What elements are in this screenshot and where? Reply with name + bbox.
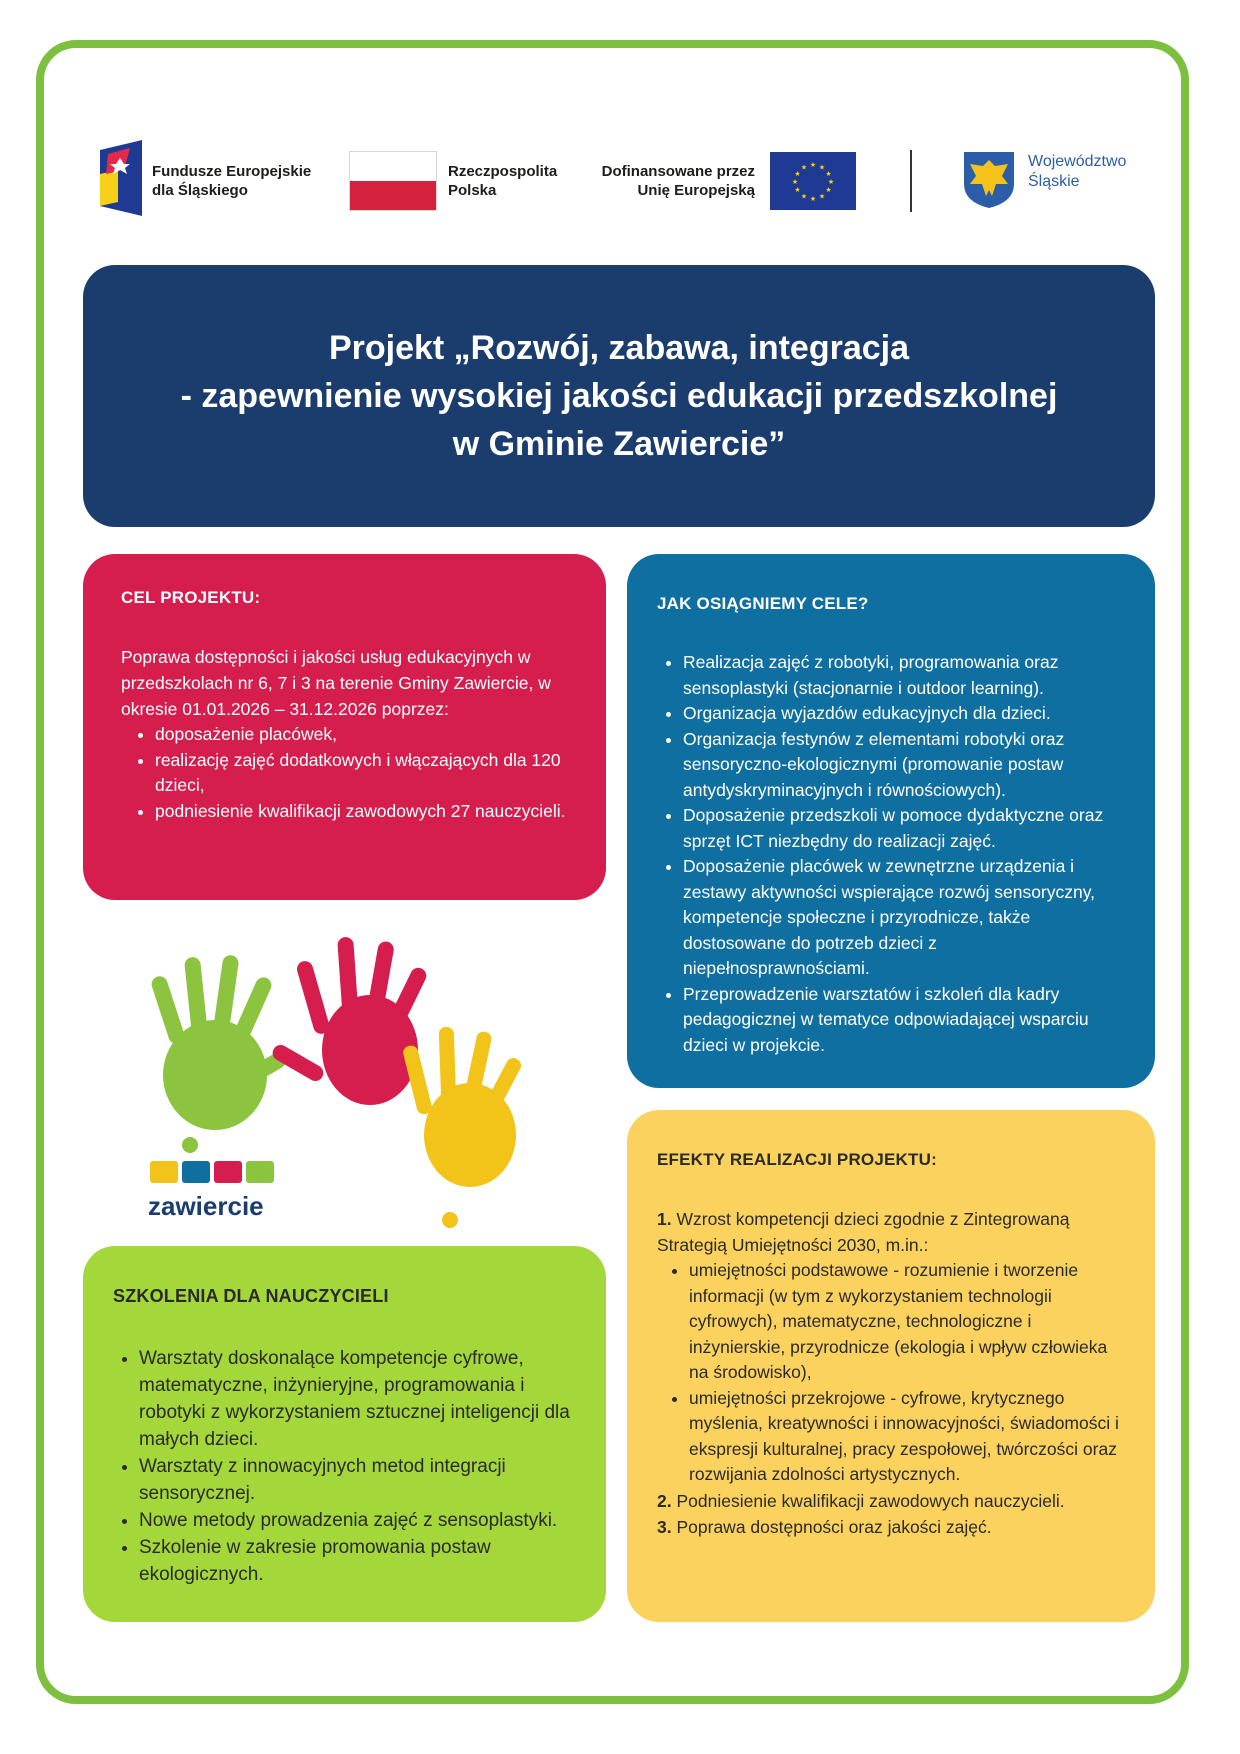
wojewodztwo-slaskie-text: Województwo Śląskie — [1028, 153, 1127, 190]
logo-bar — [100, 138, 1140, 218]
list-item: • umiejętności podstawowe - rozumienie i tworzenie informacji (w tym z wykorzystaniem technologii cyfrowych), matematyczne, technologiczne i inżynierskie, przyrodnicze (ekologia i wpływ człowieka na środowisko), — [689, 1258, 1125, 1386]
jak-heading: JAK OSIĄGNIEMY CELE? — [657, 594, 869, 613]
silesia-eagle-crest-icon — [962, 150, 1016, 210]
fundusze-europejskie-text: Fundusze Europejskie dla Śląskiego — [152, 163, 312, 199]
szkolenia-heading: SZKOLENIA DLA NAUCZYCIELI — [113, 1286, 389, 1306]
svg-text:★: ★ — [818, 163, 826, 172]
svg-text:★: ★ — [809, 161, 817, 169]
svg-text:★: ★ — [794, 170, 801, 178]
efekty-item-3: 3. Poprawa dostępności oraz jakości zajęć. — [657, 1516, 992, 1537]
eu-funding-text: Dofinansowane przez Unię Europejską — [601, 163, 755, 199]
project-title-panel — [83, 265, 1155, 527]
svg-text:★: ★ — [800, 163, 808, 172]
list-item: • Organizacja wyjazdów edukacyjnych dla dzieci. — [683, 701, 1125, 727]
svg-text:★: ★ — [825, 170, 832, 178]
list-item: • umiejętności przekrojowe - cyfrowe, krytycznego myślenia, kreatywności i innowacyjności, świadomości i ekspresji kulturalnej, pracy zespołowej, twórczości oraz rozwijania zdolności artystycznych. — [689, 1386, 1125, 1488]
szkolenia-panel — [83, 1246, 606, 1622]
list-item: • doposażenie placówek, — [155, 722, 570, 748]
svg-text:★: ★ — [791, 178, 799, 186]
list-item: • Doposażenie placówek w zewnętrzne urządzenia i zestawy aktywności wspierające rozwój sensoryczny, kompetencje społeczne i przyrodnicze, także dostosowane do potrzeb dzieci z niepełnosprawnościami. — [683, 854, 1125, 982]
logo-separator — [910, 150, 912, 212]
eu-flag-icon — [770, 152, 856, 210]
project-title: Projekt „Rozwój, zabawa, integracja - zapewnienie wysokiej jakości edukacji przedszkolnej w Gminie Zawiercie” — [180, 329, 1058, 463]
list-item: • Nowe metody prowadzenia zajęć z sensoplastyki. — [139, 1507, 576, 1534]
list-item: • Szkolenie w zakresie promowania postaw ekologicznych. — [139, 1534, 576, 1588]
svg-text:★: ★ — [825, 186, 832, 194]
list-item: • Realizacja zajęć z robotyki, programowania oraz sensoplastyki (stacjonarnie i outdoor learning). — [683, 650, 1125, 701]
svg-text:★: ★ — [809, 195, 817, 203]
zawiercie-hands-logo — [140, 935, 560, 1235]
szkolenia-list — [113, 1345, 576, 1588]
polish-flag-icon — [350, 152, 436, 210]
svg-text:★: ★ — [827, 178, 835, 186]
efekty-item-2: 2. Podniesienie kwalifikacji zawodowych nauczycieli. — [657, 1490, 1065, 1511]
list-item: • Warsztaty doskonalące kompetencje cyfrowe, matematyczne, inżynieryjne, programowania i robotyki z wykorzystaniem sztucznej inteligencji dla małych dzieci. — [139, 1345, 576, 1453]
fundusze-europejskie-logo-icon — [100, 140, 142, 216]
rzeczpospolita-polska-text: Rzeczpospolita Polska — [448, 163, 558, 199]
cel-list — [121, 722, 570, 824]
svg-text:★: ★ — [800, 192, 808, 201]
jak-list — [657, 650, 1125, 1058]
zawiercie-small-logo-icon — [150, 1161, 274, 1183]
cel-projektu-panel — [83, 554, 606, 900]
cel-text: Poprawa dostępności i jakości usług edukacyjnych w przedszkolach nr 6, 7 i 3 na terenie Gminy Zawiercie, w okresie 01.01.2026 – 31.12.2026 poprzez: — [121, 647, 551, 719]
list-item: • podniesienie kwalifikacji zawodowych 27 nauczycieli. — [155, 799, 570, 825]
svg-text:★: ★ — [794, 186, 801, 194]
efekty-panel — [627, 1110, 1155, 1622]
jak-osiagniemy-panel — [627, 554, 1155, 1088]
red-handprint-icon — [270, 937, 429, 1105]
green-handprint-icon — [150, 954, 289, 1153]
list-item: • Warsztaty z innowacyjnych metod integracji sensorycznej. — [139, 1453, 576, 1507]
list-item: • realizację zajęć dodatkowych i włączających dla 120 dzieci, — [155, 748, 570, 799]
cel-heading: CEL PROJEKTU: — [121, 588, 261, 607]
list-item: • Organizacja festynów z elementami robotyki oraz sensoryczno-ekologicznymi (promowanie postaw antydyskryminacyjnych i równościowych). — [683, 727, 1125, 804]
efekty-item-1: 1. Wzrost kompetencji dzieci zgodnie z Zintegrowaną Strategią Umiejętności 2030, m.in.: — [657, 1209, 1070, 1255]
zawiercie-logo-label: zawiercie — [148, 1191, 264, 1221]
svg-text:★: ★ — [818, 192, 826, 201]
efekty-heading: EFEKTY REALIZACJI PROJEKTU: — [657, 1150, 937, 1169]
efekty-sublist — [657, 1258, 1125, 1488]
list-item: • Doposażenie przedszkoli w pomoce dydaktyczne oraz sprzęt ICT niezbędny do realizacji zajęć. — [683, 803, 1125, 854]
list-item: • Przeprowadzenie warsztatów i szkoleń dla kadry pedagogicznej w tematyce odpowiadającej wsparciu dzieci w projekcie. — [683, 982, 1125, 1059]
yellow-handprint-icon — [402, 1027, 524, 1228]
